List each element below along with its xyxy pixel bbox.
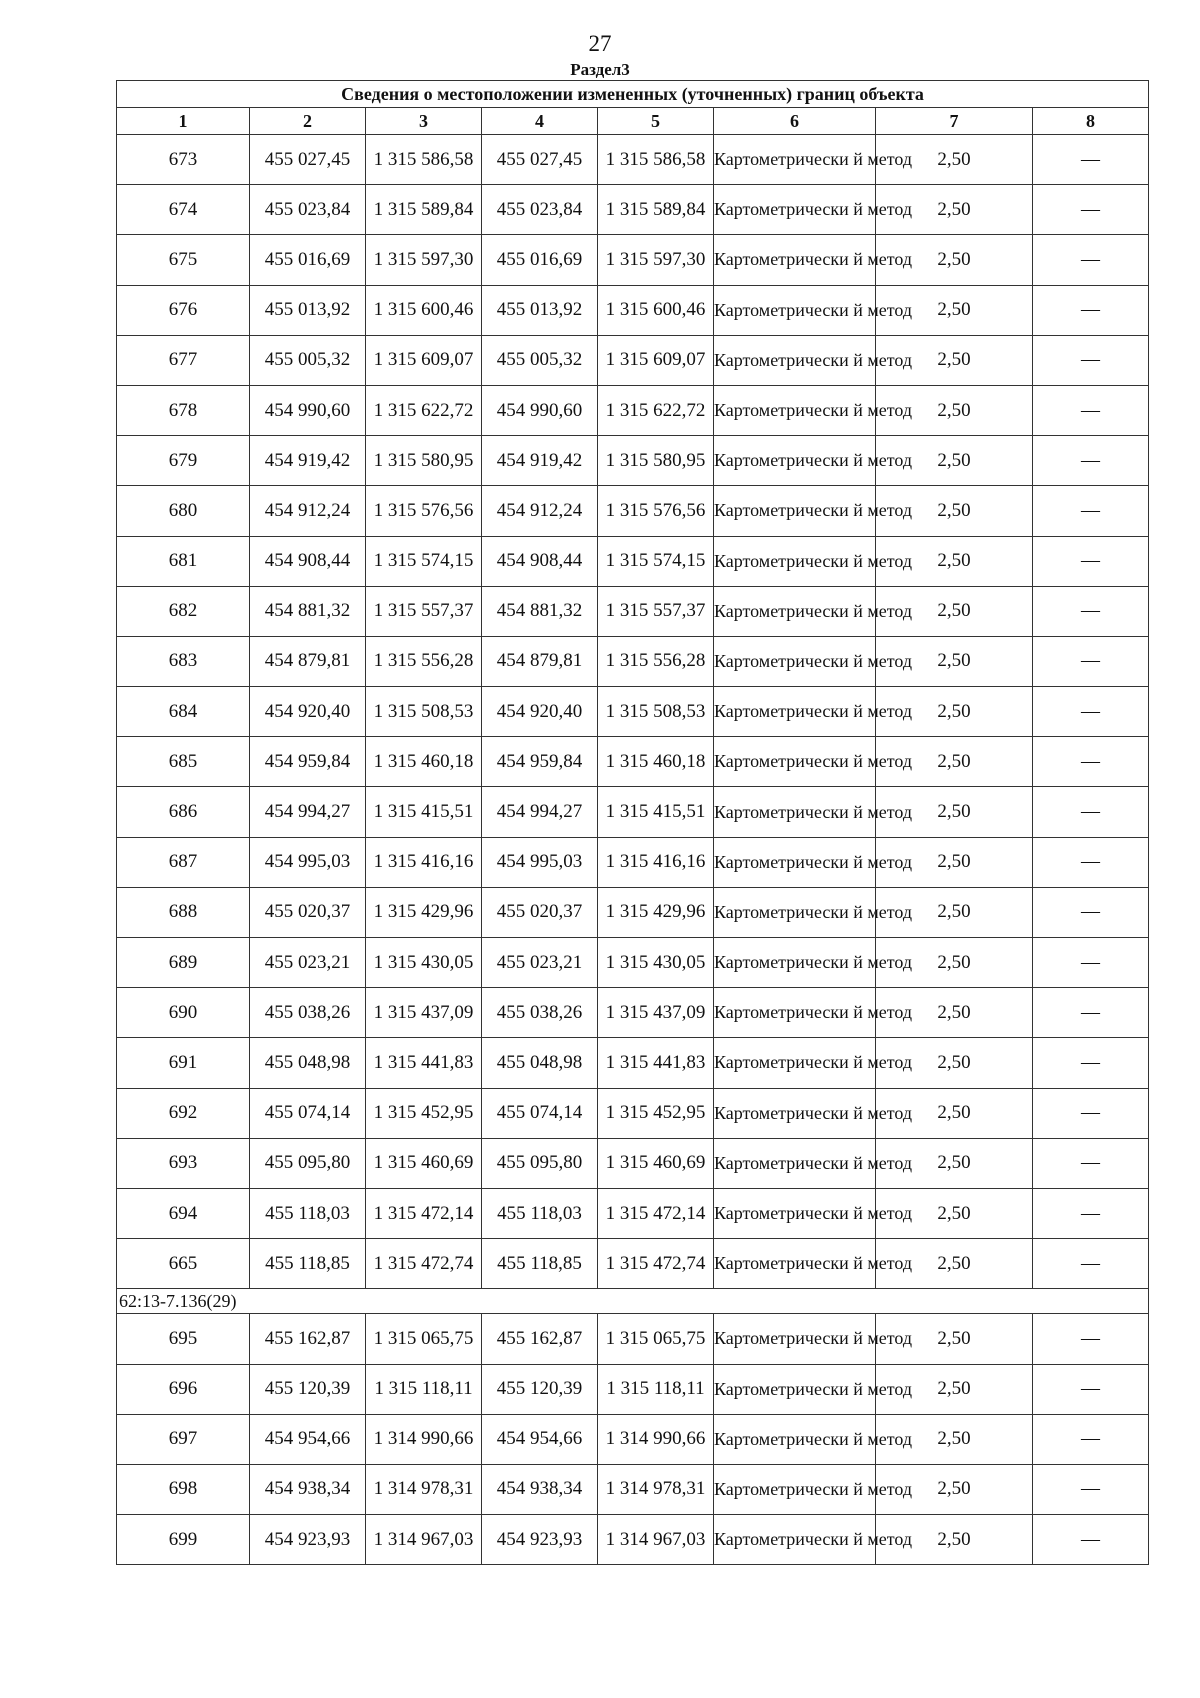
refined-y-cell: 1 315 416,16 [598,837,714,887]
accuracy-cell: 2,50 [876,1239,1033,1289]
refined-y-cell: 1 315 508,53 [598,687,714,737]
note-cell: — [1033,185,1149,235]
table-row [117,1239,1149,1289]
note-cell: — [1033,737,1149,787]
existing-x-cell: 455 038,26 [250,988,366,1038]
note-cell: — [1033,887,1149,937]
point-number-cell: 694 [117,1188,250,1238]
point-number-cell: 675 [117,235,250,285]
point-number-cell: 685 [117,737,250,787]
method-cell: Картометрически й метод [714,988,876,1038]
refined-x-cell: 455 023,84 [482,185,598,235]
refined-x-cell: 455 120,39 [482,1364,598,1414]
table-row [117,1038,1149,1088]
accuracy-cell: 2,50 [876,1464,1033,1514]
refined-x-cell: 455 020,37 [482,887,598,937]
existing-y-cell: 1 315 065,75 [366,1314,482,1364]
existing-x-cell: 455 020,37 [250,887,366,937]
refined-y-cell: 1 315 597,30 [598,235,714,285]
method-cell: Картометрически й метод [714,1188,876,1238]
refined-x-cell: 455 013,92 [482,285,598,335]
note-cell: — [1033,1088,1149,1138]
refined-x-cell: 454 920,40 [482,687,598,737]
table-row [117,536,1149,586]
point-number-cell: 679 [117,436,250,486]
refined-x-cell: 455 027,45 [482,135,598,185]
refined-x-cell: 454 908,44 [482,536,598,586]
note-cell: — [1033,1038,1149,1088]
note-cell: — [1033,1515,1149,1565]
point-number-cell: 677 [117,335,250,385]
refined-y-cell: 1 315 576,56 [598,486,714,536]
existing-x-cell: 455 013,92 [250,285,366,335]
refined-x-cell: 454 879,81 [482,636,598,686]
refined-y-cell: 1 315 609,07 [598,335,714,385]
existing-y-cell: 1 314 967,03 [366,1515,482,1565]
point-number-cell: 684 [117,687,250,737]
refined-x-cell: 455 162,87 [482,1314,598,1364]
existing-y-cell: 1 315 472,14 [366,1188,482,1238]
point-number-cell: 676 [117,285,250,335]
point-number-cell: 689 [117,938,250,988]
existing-y-cell: 1 315 460,18 [366,737,482,787]
accuracy-cell: 2,50 [876,1414,1033,1464]
table-row [117,436,1149,486]
method-cell: Картометрически й метод [714,285,876,335]
table-row [117,1188,1149,1238]
accuracy-cell: 2,50 [876,235,1033,285]
point-number-cell: 696 [117,1364,250,1414]
refined-y-cell: 1 315 600,46 [598,285,714,335]
table-row [117,385,1149,435]
accuracy-cell: 2,50 [876,1515,1033,1565]
table-row [117,285,1149,335]
refined-x-cell: 454 919,42 [482,436,598,486]
accuracy-cell: 2,50 [876,536,1033,586]
refined-y-cell: 1 315 452,95 [598,1088,714,1138]
table-body [117,135,1149,1565]
existing-y-cell: 1 315 576,56 [366,486,482,536]
refined-x-cell: 454 990,60 [482,385,598,435]
existing-y-cell: 1 315 574,15 [366,536,482,586]
column-number: 2 [250,108,366,135]
accuracy-cell: 2,50 [876,486,1033,536]
existing-y-cell: 1 315 118,11 [366,1364,482,1414]
table-row [117,1464,1149,1514]
existing-x-cell: 454 938,34 [250,1464,366,1514]
existing-x-cell: 454 908,44 [250,536,366,586]
method-cell: Картометрически й метод [714,235,876,285]
accuracy-cell: 2,50 [876,1138,1033,1188]
accuracy-cell: 2,50 [876,1088,1033,1138]
note-cell: — [1033,586,1149,636]
method-cell: Картометрически й метод [714,486,876,536]
refined-x-cell: 455 023,21 [482,938,598,988]
existing-y-cell: 1 315 508,53 [366,687,482,737]
point-number-cell: 665 [117,1239,250,1289]
refined-x-cell: 454 994,27 [482,787,598,837]
method-cell: Картометрически й метод [714,837,876,887]
accuracy-cell: 2,50 [876,887,1033,937]
point-number-cell: 698 [117,1464,250,1514]
refined-x-cell: 455 016,69 [482,235,598,285]
table-row [117,737,1149,787]
existing-y-cell: 1 315 580,95 [366,436,482,486]
existing-y-cell: 1 315 441,83 [366,1038,482,1088]
method-cell: Картометрически й метод [714,737,876,787]
existing-y-cell: 1 315 430,05 [366,938,482,988]
existing-x-cell: 455 074,14 [250,1088,366,1138]
existing-y-cell: 1 315 429,96 [366,887,482,937]
table-row [117,1088,1149,1138]
existing-y-cell: 1 315 622,72 [366,385,482,435]
refined-y-cell: 1 315 557,37 [598,586,714,636]
note-cell: — [1033,1364,1149,1414]
existing-x-cell: 455 023,21 [250,938,366,988]
accuracy-cell: 2,50 [876,1038,1033,1088]
accuracy-cell: 2,50 [876,436,1033,486]
existing-x-cell: 455 095,80 [250,1138,366,1188]
refined-y-cell: 1 314 978,31 [598,1464,714,1514]
note-cell: — [1033,486,1149,536]
table-row [117,938,1149,988]
table-row [117,1314,1149,1364]
refined-x-cell: 454 881,32 [482,586,598,636]
existing-y-cell: 1 315 460,69 [366,1138,482,1188]
existing-y-cell: 1 314 978,31 [366,1464,482,1514]
note-cell: — [1033,385,1149,435]
note-cell: — [1033,235,1149,285]
refined-y-cell: 1 315 429,96 [598,887,714,937]
refined-x-cell: 455 074,14 [482,1088,598,1138]
refined-y-cell: 1 315 622,72 [598,385,714,435]
note-cell: — [1033,1188,1149,1238]
point-number-cell: 693 [117,1138,250,1188]
existing-y-cell: 1 315 609,07 [366,335,482,385]
table-row [117,1364,1149,1414]
method-cell: Картометрически й метод [714,938,876,988]
accuracy-cell: 2,50 [876,636,1033,686]
note-cell: — [1033,1414,1149,1464]
existing-x-cell: 454 995,03 [250,837,366,887]
existing-y-cell: 1 315 556,28 [366,636,482,686]
refined-y-cell: 1 315 589,84 [598,185,714,235]
existing-x-cell: 454 954,66 [250,1414,366,1464]
refined-x-cell: 454 938,34 [482,1464,598,1514]
existing-x-cell: 454 959,84 [250,737,366,787]
point-number-cell: 678 [117,385,250,435]
method-cell: Картометрически й метод [714,636,876,686]
point-number-cell: 673 [117,135,250,185]
method-cell: Картометрически й метод [714,687,876,737]
refined-x-cell: 454 959,84 [482,737,598,787]
accuracy-cell: 2,50 [876,837,1033,887]
existing-y-cell: 1 315 416,16 [366,837,482,887]
table-row [117,687,1149,737]
method-cell: Картометрически й метод [714,1414,876,1464]
note-cell: — [1033,436,1149,486]
table-row [117,335,1149,385]
section-title: Раздел3 [570,60,630,79]
point-number-cell: 681 [117,536,250,586]
refined-y-cell: 1 315 441,83 [598,1038,714,1088]
refined-y-cell: 1 315 415,51 [598,787,714,837]
table-row [117,135,1149,185]
accuracy-cell: 2,50 [876,938,1033,988]
accuracy-cell: 2,50 [876,335,1033,385]
point-number-cell: 687 [117,837,250,887]
accuracy-cell: 2,50 [876,787,1033,837]
group-label-row [117,1289,1149,1314]
existing-y-cell: 1 315 597,30 [366,235,482,285]
point-number-cell: 686 [117,787,250,837]
point-number-cell: 691 [117,1038,250,1088]
point-number-cell: 690 [117,988,250,1038]
accuracy-cell: 2,50 [876,687,1033,737]
point-number-cell: 682 [117,586,250,636]
table-row [117,636,1149,686]
existing-y-cell: 1 314 990,66 [366,1414,482,1464]
note-cell: — [1033,1239,1149,1289]
existing-x-cell: 455 023,84 [250,185,366,235]
refined-y-cell: 1 315 472,14 [598,1188,714,1238]
boundary-coordinates-table [116,80,1149,1565]
note-cell: — [1033,787,1149,837]
refined-x-cell: 454 912,24 [482,486,598,536]
note-cell: — [1033,1314,1149,1364]
column-number: 3 [366,108,482,135]
accuracy-cell: 2,50 [876,1188,1033,1238]
column-number: 1 [117,108,250,135]
note-cell: — [1033,285,1149,335]
accuracy-cell: 2,50 [876,1314,1033,1364]
refined-y-cell: 1 315 556,28 [598,636,714,686]
column-number: 4 [482,108,598,135]
point-number-cell: 688 [117,887,250,937]
existing-x-cell: 454 879,81 [250,636,366,686]
refined-x-cell: 455 005,32 [482,335,598,385]
note-cell: — [1033,636,1149,686]
method-cell: Картометрически й метод [714,385,876,435]
refined-y-cell: 1 315 472,74 [598,1239,714,1289]
refined-y-cell: 1 315 460,18 [598,737,714,787]
note-cell: — [1033,687,1149,737]
method-cell: Картометрически й метод [714,436,876,486]
point-number-cell: 674 [117,185,250,235]
existing-x-cell: 454 990,60 [250,385,366,435]
refined-y-cell: 1 314 990,66 [598,1414,714,1464]
refined-x-cell: 455 095,80 [482,1138,598,1188]
existing-x-cell: 455 118,03 [250,1188,366,1238]
column-number: 5 [598,108,714,135]
note-cell: — [1033,135,1149,185]
method-cell: Картометрически й метод [714,536,876,586]
point-number-cell: 692 [117,1088,250,1138]
existing-x-cell: 455 162,87 [250,1314,366,1364]
method-cell: Картометрически й метод [714,185,876,235]
existing-y-cell: 1 315 557,37 [366,586,482,636]
method-cell: Картометрически й метод [714,1314,876,1364]
existing-x-cell: 455 120,39 [250,1364,366,1414]
existing-x-cell: 455 016,69 [250,235,366,285]
table-row [117,887,1149,937]
table-row [117,1515,1149,1565]
existing-y-cell: 1 315 600,46 [366,285,482,335]
refined-x-cell: 455 118,03 [482,1188,598,1238]
existing-x-cell: 454 920,40 [250,687,366,737]
note-cell: — [1033,988,1149,1038]
accuracy-cell: 2,50 [876,988,1033,1038]
refined-y-cell: 1 315 586,58 [598,135,714,185]
accuracy-cell: 2,50 [876,1364,1033,1414]
note-cell: — [1033,938,1149,988]
existing-x-cell: 455 027,45 [250,135,366,185]
refined-y-cell: 1 315 574,15 [598,536,714,586]
point-number-cell: 680 [117,486,250,536]
refined-x-cell: 455 118,85 [482,1239,598,1289]
existing-y-cell: 1 315 437,09 [366,988,482,1038]
table-row [117,586,1149,636]
method-cell: Картометрически й метод [714,135,876,185]
table-row [117,787,1149,837]
refined-y-cell: 1 315 430,05 [598,938,714,988]
method-cell: Картометрически й метод [714,887,876,937]
method-cell: Картометрически й метод [714,1138,876,1188]
page-number: 27 [588,31,612,56]
accuracy-cell: 2,50 [876,737,1033,787]
accuracy-cell: 2,50 [876,586,1033,636]
refined-x-cell: 455 038,26 [482,988,598,1038]
refined-x-cell: 454 995,03 [482,837,598,887]
group-label: 62:13-7.136(29) [117,1289,1149,1314]
accuracy-cell: 2,50 [876,135,1033,185]
refined-y-cell: 1 315 065,75 [598,1314,714,1364]
refined-y-cell: 1 315 437,09 [598,988,714,1038]
accuracy-cell: 2,50 [876,285,1033,335]
refined-y-cell: 1 315 118,11 [598,1364,714,1414]
method-cell: Картометрически й метод [714,335,876,385]
point-number-cell: 697 [117,1414,250,1464]
existing-x-cell: 454 912,24 [250,486,366,536]
method-cell: Картометрически й метод [714,1088,876,1138]
note-cell: — [1033,1138,1149,1188]
refined-y-cell: 1 315 460,69 [598,1138,714,1188]
column-number: 6 [714,108,876,135]
existing-y-cell: 1 315 589,84 [366,185,482,235]
table-row [117,486,1149,536]
table-row [117,1138,1149,1188]
accuracy-cell: 2,50 [876,185,1033,235]
refined-x-cell: 454 954,66 [482,1414,598,1464]
refined-y-cell: 1 315 580,95 [598,436,714,486]
table-row [117,1414,1149,1464]
table-row [117,988,1149,1038]
table-row [117,837,1149,887]
existing-x-cell: 454 923,93 [250,1515,366,1565]
existing-x-cell: 455 118,85 [250,1239,366,1289]
table-row [117,235,1149,285]
point-number-cell: 695 [117,1314,250,1364]
existing-y-cell: 1 315 415,51 [366,787,482,837]
point-number-cell: 699 [117,1515,250,1565]
table-caption: Сведения о местоположении измененных (уточненных) границ объекта [117,81,1149,108]
method-cell: Картометрически й метод [714,787,876,837]
refined-x-cell: 454 923,93 [482,1515,598,1565]
existing-y-cell: 1 315 586,58 [366,135,482,185]
note-cell: — [1033,1464,1149,1514]
column-number: 8 [1033,108,1149,135]
existing-x-cell: 454 994,27 [250,787,366,837]
existing-x-cell: 455 005,32 [250,335,366,385]
existing-x-cell: 454 881,32 [250,586,366,636]
refined-x-cell: 455 048,98 [482,1038,598,1088]
existing-x-cell: 454 919,42 [250,436,366,486]
note-cell: — [1033,536,1149,586]
point-number-cell: 683 [117,636,250,686]
table-row [117,185,1149,235]
column-number: 7 [876,108,1033,135]
note-cell: — [1033,837,1149,887]
existing-y-cell: 1 315 472,74 [366,1239,482,1289]
method-cell: Картометрически й метод [714,1038,876,1088]
method-cell: Картометрически й метод [714,586,876,636]
method-cell: Картометрически й метод [714,1239,876,1289]
existing-y-cell: 1 315 452,95 [366,1088,482,1138]
method-cell: Картометрически й метод [714,1515,876,1565]
existing-x-cell: 455 048,98 [250,1038,366,1088]
note-cell: — [1033,335,1149,385]
refined-y-cell: 1 314 967,03 [598,1515,714,1565]
accuracy-cell: 2,50 [876,385,1033,435]
method-cell: Картометрически й метод [714,1364,876,1414]
method-cell: Картометрически й метод [714,1464,876,1514]
